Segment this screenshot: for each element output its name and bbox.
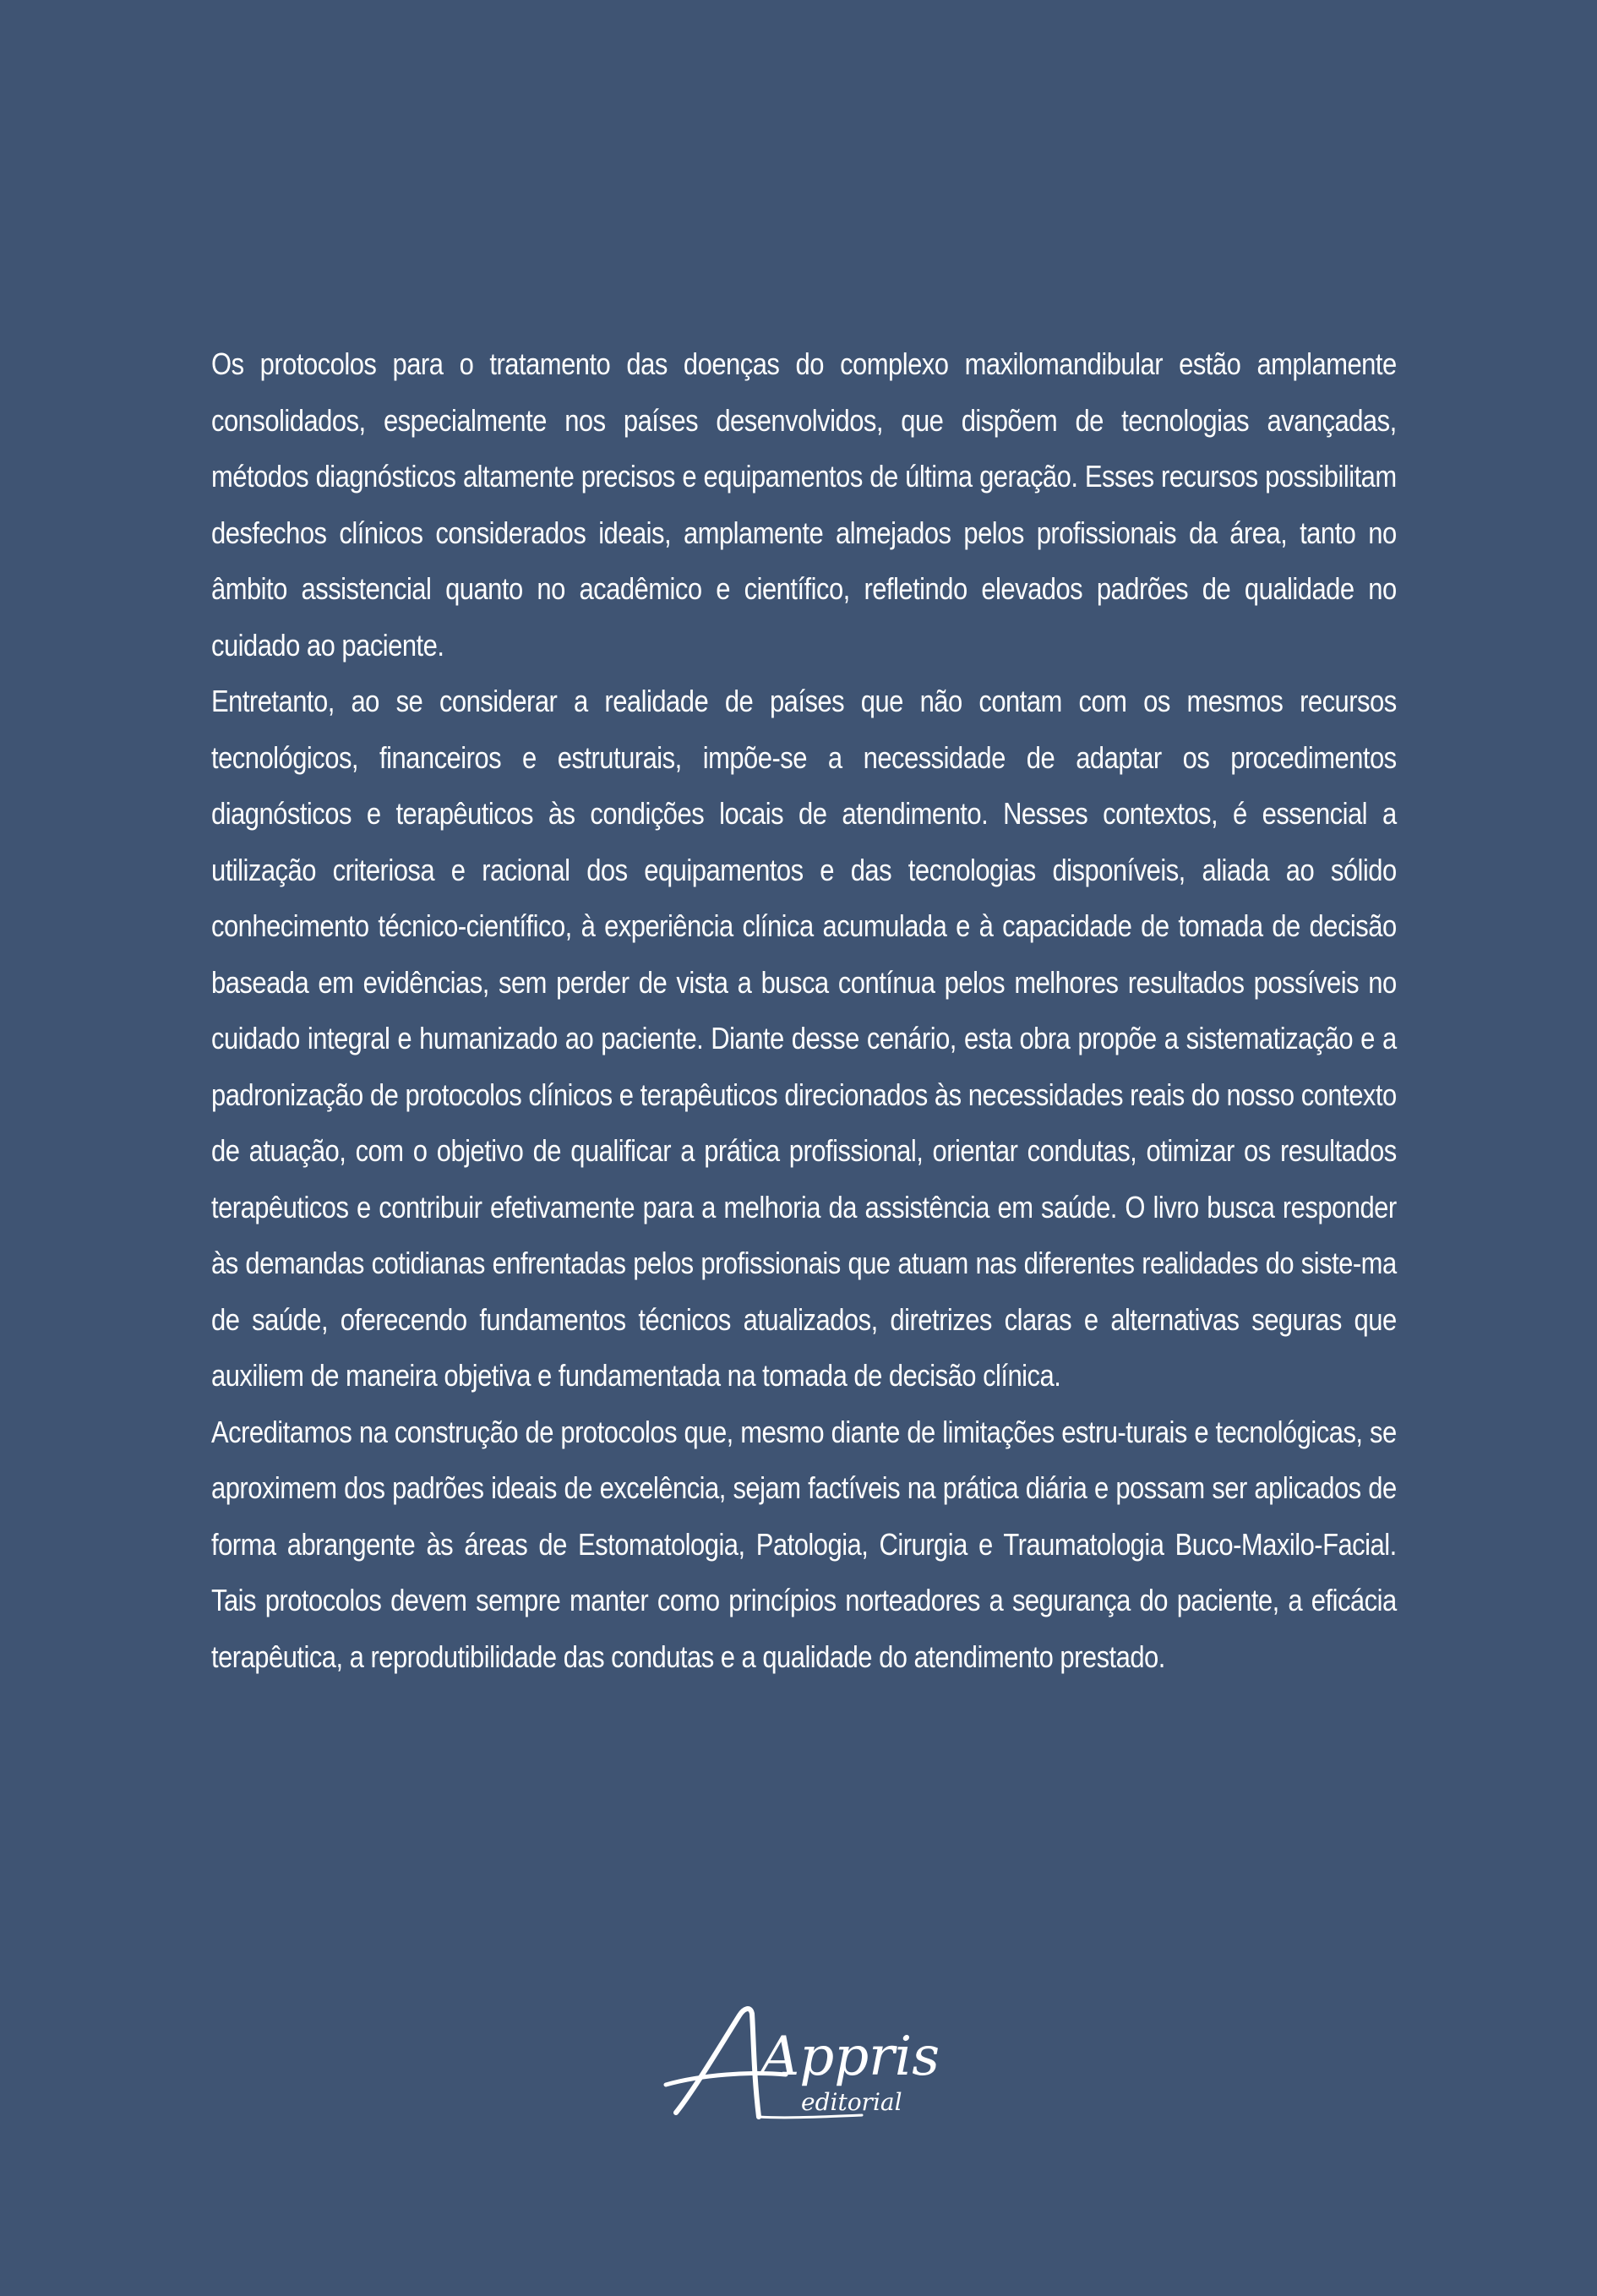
appris-logo-icon	[659, 1990, 946, 2134]
publisher-logo	[659, 1990, 946, 2134]
publisher-subtitle: editorial	[801, 2088, 902, 2116]
blurb-text	[211, 336, 1397, 1685]
blurb-paragraph-1: Os protocolos para o tratamento das doenças do complexo maxilomandibular estão amplamente consolidados, especialmente nos países desenvolvidos, que dispõem de tecnologias avançadas, métodos diagnósticos altamente precisos e equipamentos de última geração. Esses recursos possibilitam desfechos clínicos considerados ideais, amplamente almejados pelos profissionais da área, tanto no âmbito assistencial quanto no acadêmico e científico, refletindo elevados padrões de qualidade no cuidado ao paciente.	[211, 346, 1397, 663]
blurb-paragraph-3: Acreditamos na construção de protocolos que, mesmo diante de limitações estru-turais e tecnológicas, se aproximem dos padrões ideais de excelência, sejam factíveis na prática diária e possam ser aplicados de forma abrangente às áreas de Estomatologia, Patologia, Cirurgia e Traumatologia Buco-Maxilo-Facial. Tais protocolos devem sempre manter como princípios norteadores a segurança do paciente, a eficácia terapêutica, a reprodutibilidade das condutas e a qualidade do atendimento prestado.	[211, 1414, 1397, 1674]
publisher-name: Appris	[760, 2026, 940, 2088]
blurb-paragraph-2: Entretanto, ao se considerar a realidade de países que não contam com os mesmos recursos tecnológicos, financeiros e estruturais, impõe-se a necessidade de adaptar os procedimentos diagnósticos e terapêuticos às condições locais de atendimento. Nesses contextos, é essencial a utilização criteriosa e racional dos equipamentos e das tecnologias disponíveis, aliada ao sólido conhecimento técnico-científico, à experiência clínica acumulada e à capacidade de tomada de decisão baseada em evidências, sem perder de vista a busca contínua pelos melhores resultados possíveis no cuidado integral e humanizado ao paciente. Diante desse cenário, esta obra propõe a sistematização e a padronização de protocolos clínicos e terapêuticos direcionados às necessidades reais do nosso contexto de atuação, com o objetivo de qualificar a prática profissional, orientar condutas, otimizar os resultados terapêuticos e contribuir efetivamente para a melhoria da assistência em saúde. O livro busca responder às demandas cotidianas enfrentadas pelos profissionais que atuam nas diferentes realidades do siste-ma de saúde, oferecendo fundamentos técnicos atualizados, diretrizes claras e alternativas seguras que auxiliem de maneira objetiva e fundamentada na tomada de decisão clínica.	[211, 684, 1397, 1393]
